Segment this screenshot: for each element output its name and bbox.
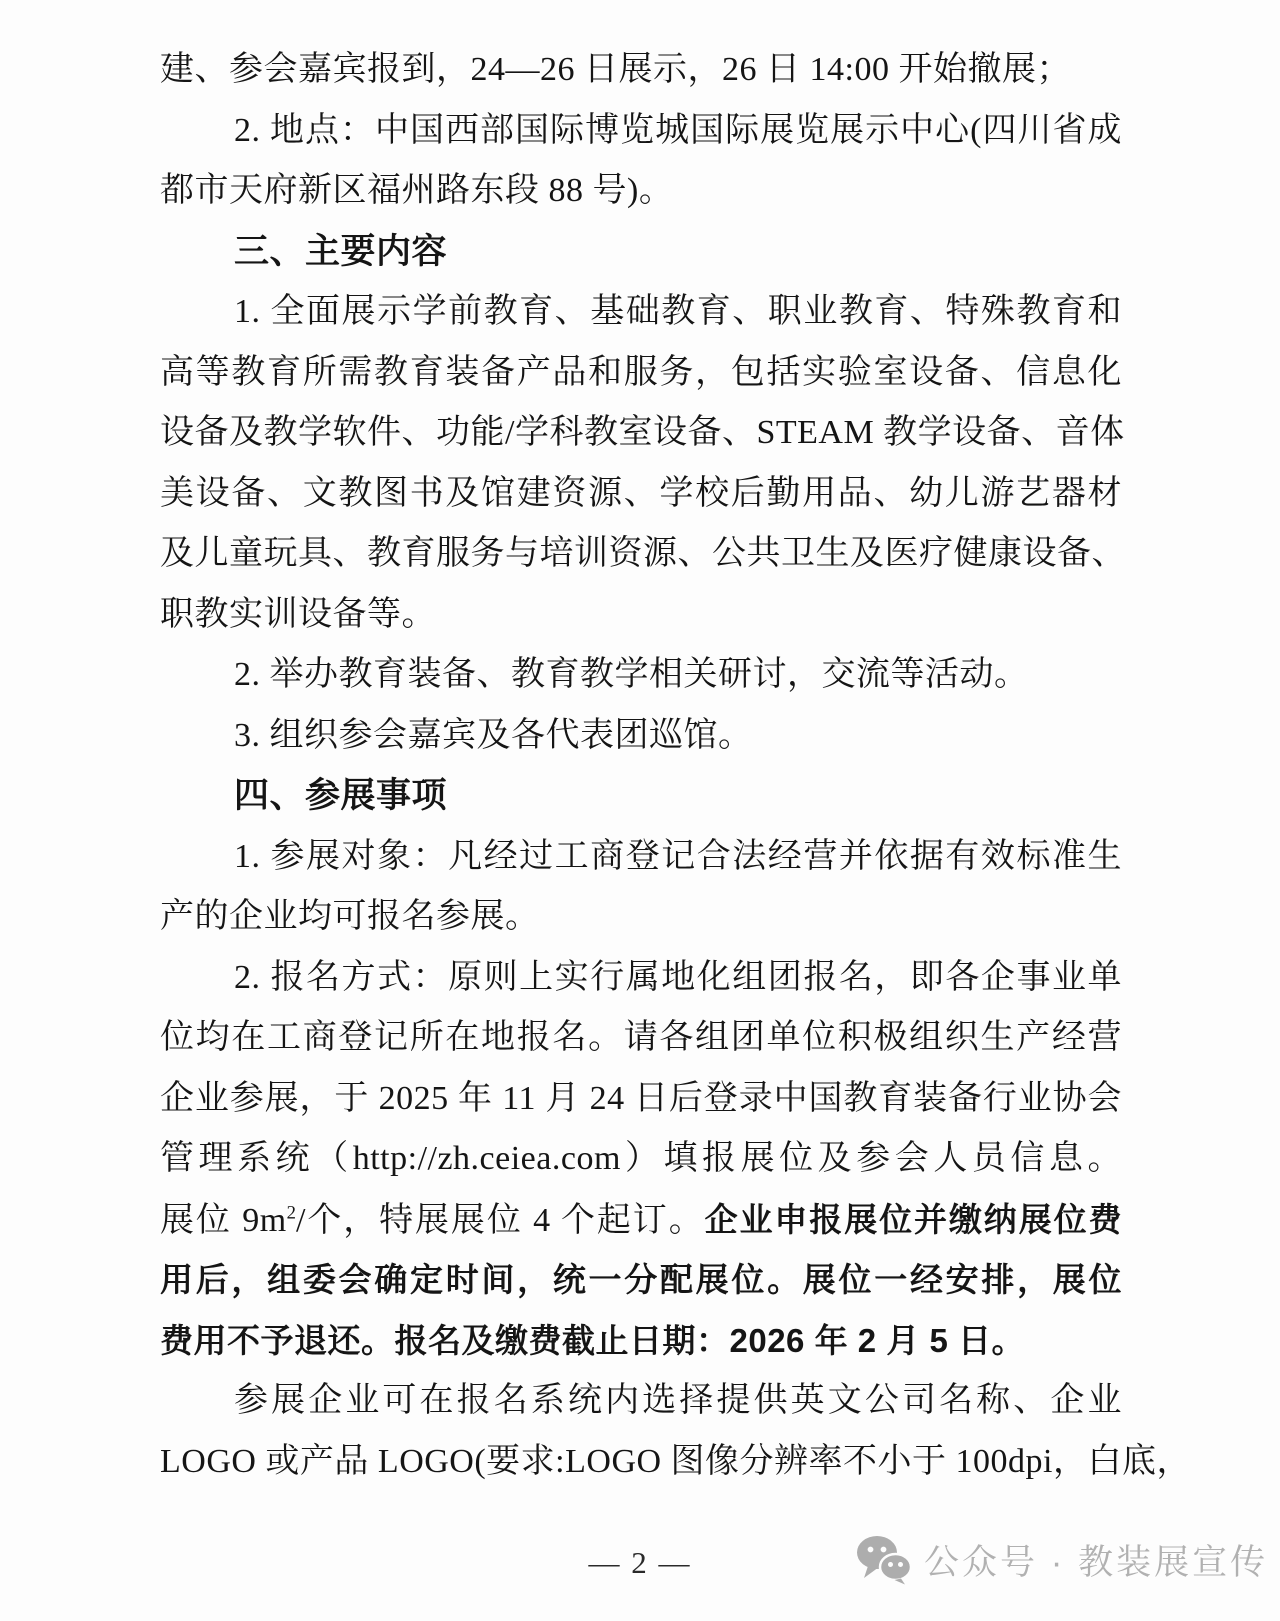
body-text: 设备及教学软件、功能/学科教室设备、STEAM 教学设备、音体: [160, 414, 1125, 451]
body-line-3: [160, 161, 1122, 222]
emphasis-text: 企业申报展位并缴纳展位费: [704, 1200, 1122, 1238]
body-line-10: [160, 585, 1122, 646]
body-line-7: [160, 403, 1125, 464]
body-line-1: [160, 40, 1122, 101]
body-text: 职教实训设备等。: [160, 595, 436, 633]
body-line-16: [160, 948, 1122, 1009]
body-line-8: [160, 464, 1122, 525]
body-text: 1. 全面展示学前教育、基础教育、职业教育、特殊教育和: [234, 293, 1122, 330]
body-text: 参展企业可在报名系统内选择提供英文公司名称、企业: [234, 1382, 1122, 1419]
body-text: 四、参展事项: [234, 776, 448, 815]
body-line-17: [160, 1008, 1122, 1069]
section-heading-3: [160, 222, 1122, 283]
body-line-5: [160, 282, 1122, 343]
body-line-6: [160, 343, 1122, 404]
wechat-icon: [856, 1535, 912, 1585]
emphasis-text: 费用不予退还。报名及缴费截止日期：2026 年 2 月 5 日。: [160, 1321, 1025, 1359]
body-line-22: [160, 1311, 1122, 1372]
wechat-watermark: [856, 1535, 1268, 1585]
body-text: 展位 9m: [160, 1201, 287, 1239]
body-text: 高等教育所需教育装备产品和服务，包括实验室设备、信息化: [160, 353, 1122, 391]
superscript: 2: [286, 1202, 296, 1224]
body-text: /个，特展展位 4 个起订。: [295, 1201, 705, 1239]
body-text: 三、主要内容: [234, 231, 448, 271]
body-line-18: [160, 1069, 1122, 1130]
body-line-9: [160, 524, 1126, 585]
body-text: 建、参会嘉宾报到，24—26 日展示，26 日 14:00 开始撤展；: [160, 51, 1071, 88]
body-text: 都市天府新区福州路东段 88 号)。: [160, 172, 674, 209]
document-body: [160, 40, 1192, 1492]
body-line-19: [160, 1129, 1122, 1190]
body-text: 3. 组织参会嘉宾及各代表团巡馆。: [234, 716, 753, 754]
body-line-12: [160, 706, 1122, 767]
body-text: 及儿童玩具、教育服务与培训资源、公共卫生及医疗健康设备、: [160, 535, 1126, 572]
body-text: 企业参展，于 2025 年 11 月 24 日后登录中国教育装备行业协会: [160, 1079, 1122, 1117]
body-line-14: [160, 827, 1122, 888]
body-text: 产的企业均可报名参展。: [160, 898, 540, 935]
body-text: LOGO 或产品 LOGO(要求:LOGO 图像分辨率不小于 100dpi，白底，: [160, 1442, 1192, 1480]
body-line-2: [160, 101, 1122, 162]
body-line-21: [160, 1250, 1122, 1311]
watermark-label: 公众号 · 教装展宣传: [924, 1543, 1269, 1582]
body-text: 美设备、文教图书及馆建资源、学校后勤用品、幼儿游艺器材: [160, 474, 1122, 512]
body-line-11: [160, 645, 1122, 706]
body-text: 位均在工商登记所在地报名。请各组团单位积极组织生产经营: [160, 1019, 1122, 1056]
body-text: 1. 参展对象：凡经过工商登记合法经营并依据有效标准生: [234, 837, 1122, 875]
body-text: 2. 地点：中国西部国际博览城国际展览展示中心(四川省成: [234, 111, 1122, 149]
body-line-24: [160, 1432, 1192, 1493]
body-text: 2. 报名方式：原则上实行属地化组团报名，即各企事业单: [234, 958, 1122, 996]
emphasis-text: 用后，组委会确定时间，统一分配展位。展位一经安排，展位: [160, 1261, 1122, 1298]
section-heading-4: [160, 766, 1122, 827]
body-line-20: [160, 1190, 1122, 1251]
body-line-15: [160, 887, 1122, 948]
page-number: — 2 —: [588, 1545, 692, 1580]
body-text: 管理系统（http://zh.ceiea.com）填报展位及参会人员信息。: [160, 1140, 1122, 1177]
body-line-23: [160, 1371, 1122, 1432]
page-footer: [0, 1533, 1280, 1603]
body-text: 2. 举办教育装备、教育教学相关研讨，交流等活动。: [234, 656, 1029, 693]
